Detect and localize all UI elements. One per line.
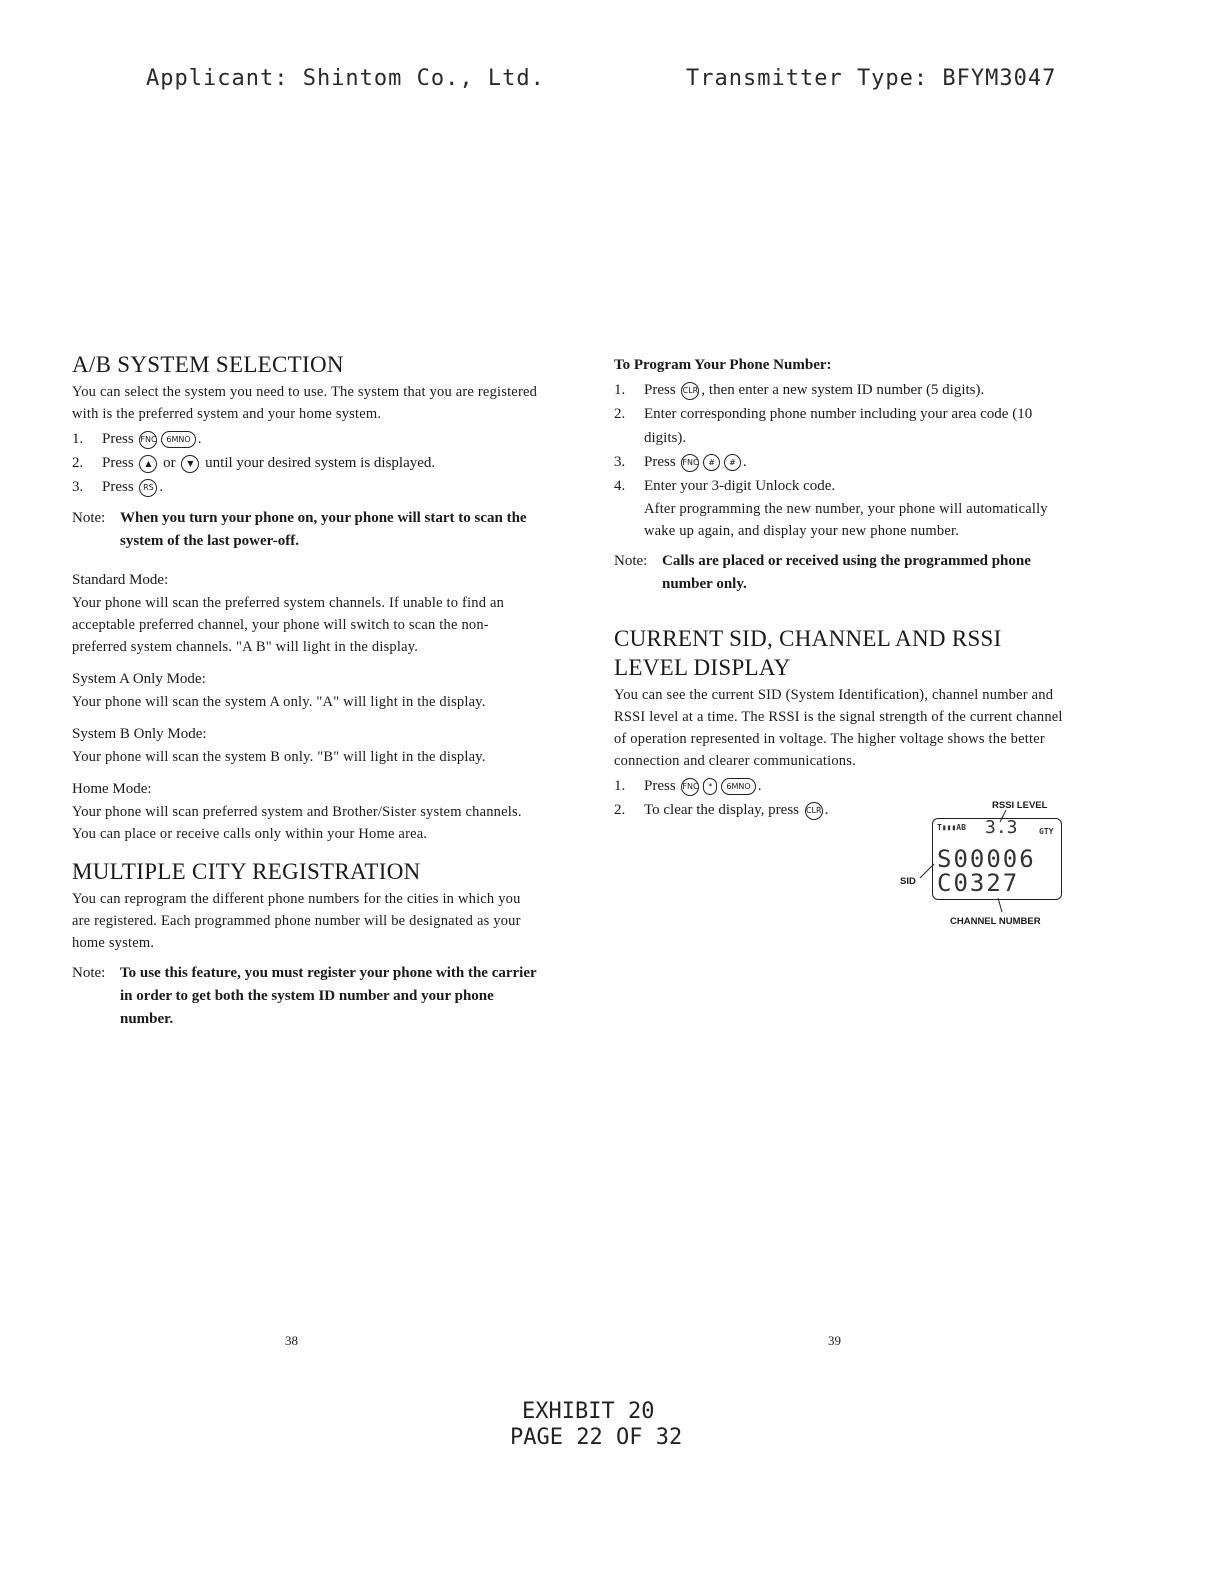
- program-step-2: [614, 402, 1070, 450]
- left-page-number: 38: [285, 1333, 298, 1348]
- step-number: 2.: [614, 802, 626, 818]
- step-end: .: [757, 778, 762, 794]
- lcd-figure: [898, 798, 1070, 928]
- note-text: Calls are placed or received using the programmed phone number only.: [662, 553, 1031, 592]
- standard-mode-title: Standard Mode:: [72, 572, 169, 588]
- left-page: [72, 352, 542, 1031]
- sid-value: S00006: [937, 845, 1036, 873]
- program-step-3: [614, 450, 1070, 474]
- step-end: .: [197, 431, 202, 447]
- note-text: To use this feature, you must register your phone with the carrier in order to get both the system ID number and your phone number.: [120, 965, 537, 1027]
- right-page-number: 39: [828, 1333, 841, 1348]
- ab-intro: You can select the system you need to use. The system that you are registered with is the preferred system and your home system.: [72, 384, 538, 422]
- ab-step-1: [72, 427, 542, 451]
- channel-value: C0327: [937, 869, 1020, 897]
- channel-number-label: CHANNEL NUMBER: [950, 916, 1041, 927]
- standard-mode-text: Your phone will scan the preferred system channels. If unable to find an acceptable preferred channel, your phone will switch to scan the non-preferred system channels. "A B" will light in the display.: [72, 595, 505, 655]
- multiple-city-title: MULTIPLE CITY REGISTRATION: [72, 859, 421, 884]
- step-end: , then enter a new system ID number (5 digits).: [701, 382, 985, 398]
- step-number: 1.: [72, 431, 84, 447]
- down-key-icon: ▼: [181, 455, 199, 473]
- system-a-text: Your phone will scan the system A only. "A" will light in the display.: [72, 694, 486, 710]
- step-number: 2.: [72, 455, 84, 471]
- sid-title-line-1: CURRENT SID, CHANNEL AND RSSI: [614, 626, 1002, 651]
- step-sub-text: After programming the new number, your phone will automatically wake up again, and display your new phone number.: [644, 501, 1048, 539]
- step-number: 2.: [614, 406, 626, 422]
- step-text: Enter corresponding phone number including your area code (10 digits).: [644, 406, 1033, 446]
- exhibit-label: EXHIBIT 20: [522, 1399, 655, 1424]
- home-mode-text-1: Your phone will scan preferred system and Brother/Sister system channels.: [72, 804, 522, 820]
- sid-step-1: [614, 774, 894, 798]
- ab-steps: [72, 427, 542, 499]
- note-label: Note:: [614, 553, 648, 569]
- indicator-icon: T▮▮▮AB: [937, 823, 966, 832]
- ab-step-2: [72, 451, 542, 475]
- step-text: Press: [644, 778, 676, 794]
- home-mode-text-2: You can place or receive calls only within your Home area.: [72, 826, 428, 842]
- sid-text: You can see the current SID (System Identification), channel number and RSSI level at a time. The RSSI is the signal strength of the current channel of operation represented in voltage. The higher voltage shows the better connection and clearer communications.: [614, 687, 1063, 769]
- step-number: 4.: [614, 478, 626, 494]
- step-text: Enter your 3-digit Unlock code.: [644, 478, 836, 494]
- sid-label: SID: [900, 876, 916, 887]
- step-text: To clear the display, press: [644, 802, 800, 818]
- program-note: [614, 550, 1070, 596]
- multiple-city-note: [72, 962, 542, 1031]
- step-end: until your desired system is displayed.: [205, 455, 436, 471]
- lcd-leader-lines: [898, 798, 1070, 928]
- fnc-key-icon: FNC: [681, 778, 699, 796]
- note-label: Note:: [72, 965, 106, 981]
- step-number: 1.: [614, 382, 626, 398]
- fnc-key-icon: FNC: [681, 454, 699, 472]
- right-page: [614, 354, 1070, 822]
- applicant-header: Applicant: Shintom Co., Ltd.: [146, 66, 545, 91]
- home-mode-title: Home Mode:: [72, 781, 152, 797]
- step-number: 3.: [614, 454, 626, 470]
- program-steps: [614, 378, 1070, 542]
- ab-note: [72, 507, 542, 553]
- step-text: Press: [102, 431, 134, 447]
- sid-title-line-2: LEVEL DISPLAY: [614, 655, 791, 680]
- clr-key-icon: CLR: [681, 382, 699, 400]
- 6mno-key-icon: 6MNO: [161, 431, 195, 448]
- step-text: Press: [102, 455, 134, 471]
- note-text: When you turn your phone on, your phone will start to scan the system of the last power-off.: [120, 510, 527, 549]
- step-text: Press: [102, 479, 134, 495]
- program-title: To Program Your Phone Number:: [614, 357, 832, 373]
- step-number: 3.: [72, 479, 84, 495]
- step-end: .: [742, 454, 747, 470]
- multiple-city-text: You can reprogram the different phone numbers for the cities in which you are registered. Each programmed phone number will be designated as your home system.: [72, 891, 521, 951]
- ab-step-3: [72, 475, 542, 499]
- clr-key-icon: CLR: [805, 802, 823, 820]
- system-b-text: Your phone will scan the system B only. "B" will light in the display.: [72, 749, 486, 765]
- hash-key-icon: #: [703, 454, 720, 471]
- step-or: or: [163, 455, 176, 471]
- note-label: Note:: [72, 510, 106, 526]
- system-a-title: System A Only Mode:: [72, 671, 206, 687]
- fnc-key-icon: FNC: [139, 431, 157, 449]
- program-step-4: [614, 474, 1070, 542]
- step-end: .: [824, 802, 829, 818]
- rssi-level-label: RSSI LEVEL: [992, 800, 1048, 811]
- gty-icon: GTY: [1039, 827, 1054, 836]
- rs-key-icon: RS: [139, 479, 157, 497]
- transmitter-header: Transmitter Type: BFYM3047: [686, 66, 1057, 91]
- hash-key-icon: #: [724, 454, 741, 471]
- sid-step-2: [614, 798, 894, 822]
- 6mno-key-icon: 6MNO: [721, 778, 755, 795]
- step-number: 1.: [614, 778, 626, 794]
- program-step-1: [614, 378, 1070, 402]
- sid-steps: [614, 774, 894, 822]
- star-key-icon: *: [703, 778, 717, 795]
- ab-system-title: A/B SYSTEM SELECTION: [72, 352, 344, 377]
- rssi-value: 3.3: [985, 817, 1018, 838]
- up-key-icon: ▲: [139, 455, 157, 473]
- system-b-title: System B Only Mode:: [72, 726, 207, 742]
- exhibit-page: PAGE 22 OF 32: [510, 1425, 683, 1450]
- step-text: Press: [644, 454, 676, 470]
- step-end: .: [159, 479, 164, 495]
- step-text: Press: [644, 382, 676, 398]
